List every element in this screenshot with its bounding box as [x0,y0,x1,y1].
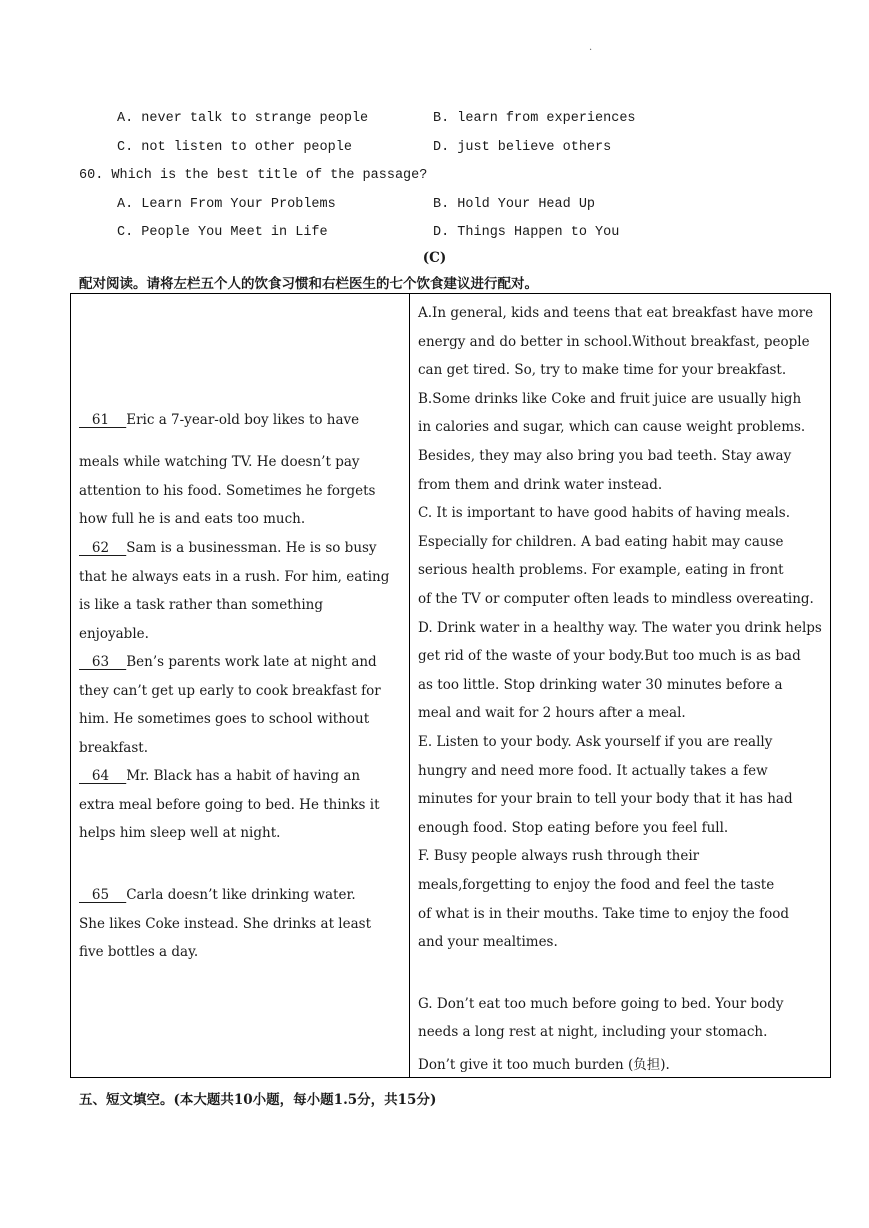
advice-line: minutes for your brain to tell your body that it has had [418,791,793,808]
table-divider [409,294,410,1077]
advice-line: Don’t give it too much burden (负担). [418,1057,670,1073]
header-mark: . [589,42,593,53]
advice-line: hungry and need more food. It actually takes a few [418,762,768,779]
answer-blank[interactable]: 63 [79,654,127,670]
item-text-line: him. He sometimes goes to school without [79,711,370,728]
item-text: Sam is a businessman. He is so busy [126,540,377,556]
answer-blank[interactable]: 61 [79,412,127,428]
advice-line: D. Drink water in a healthy way. The water you drink helps [418,619,822,636]
advice-line: get rid of the waste of your body.But too much is as bad [418,648,801,665]
matching-item-62 [79,540,377,556]
advice-line: meals,forgetting to enjoy the food and feel the taste [418,877,775,893]
matching-item-64 [79,768,360,784]
q59-option-b: B. learn from experiences [433,111,636,126]
q59-option-a: A. never talk to strange people [117,111,369,126]
matching-item-61 [79,412,359,428]
advice-line: enough food. Stop eating before you feel full. [418,819,729,836]
q60-stem: 60. Which is the best title of the passage? [79,168,428,183]
q60-option-a: A. Learn From Your Problems [117,197,336,212]
item-text-line: that he always eats in a rush. For him, eating [79,568,390,585]
advice-line: needs a long rest at night, including your stomach. [418,1024,768,1041]
item-text-line: how full he is and eats too much. [79,511,306,528]
advice-line: E. Listen to your body. Ask yourself if you are really [418,734,773,750]
item-text-line: meals while watching TV. He doesn’t pay [79,454,360,470]
advice-line: C. It is important to have good habits of having meals. [418,505,791,522]
item-text: Ben’s parents work late at night and [126,654,377,670]
matching-table [70,293,831,1078]
item-text-line: attention to his food. Sometimes he forgets [79,482,376,499]
item-text-line: enjoyable. [79,625,149,642]
advice-line: and your mealtimes. [418,934,558,951]
item-text: Eric a 7-year-old boy likes to have [126,412,360,428]
advice-line: in calories and sugar, which can cause weight problems. [418,419,806,436]
advice-line: B.Some drinks like Coke and fruit juice are usually high [418,390,802,407]
section-c-instructions: 配对阅读。请将左栏五个人的饮食习惯和右栏医生的七个饮食建议进行配对。 [79,276,538,292]
advice-line: of what is in their mouths. Take time to enjoy the food [418,905,790,922]
advice-line: F. Busy people always rush through their [418,848,700,865]
answer-blank[interactable]: 62 [79,540,127,556]
advice-line: from them and drink water instead. [418,476,663,493]
item-text-line: they can’t get up early to cook breakfast for [79,682,381,699]
advice-line: of the TV or computer often leads to mindless overeating. [418,591,814,607]
advice-line: Especially for children. A bad eating habit may cause [418,533,784,550]
matching-item-65 [79,887,356,903]
advice-line: G. Don’t eat too much before going to bed. Your body [418,995,784,1012]
answer-blank[interactable]: 64 [79,768,127,784]
item-text-line: five bottles a day. [79,944,199,961]
item-text: Carla doesn’t like drinking water. [126,887,356,903]
q59-option-c: C. not listen to other people [117,140,352,155]
item-text: Mr. Black has a habit of having an [126,768,361,784]
q59-option-d: D. just believe others [433,140,612,155]
matching-item-63 [79,654,377,670]
section-c-label: (C) [422,250,447,266]
item-text-line: is like a task rather than something [79,597,323,614]
advice-line: Besides, they may also bring you bad teeth. Stay away [418,448,792,464]
item-text-line: breakfast. [79,739,149,756]
q60-option-b: B. Hold Your Head Up [433,197,596,212]
section-5-heading: 五、短文填空。(本大题共10小题，每小题1.5分，共15分) [79,1092,437,1108]
advice-line: A.In general, kids and teens that eat breakfast have more [418,305,814,321]
advice-line: as too little. Stop drinking water 30 minutes before a [418,676,783,693]
q60-option-c: C. People You Meet in Life [117,225,328,240]
item-text-line: helps him sleep well at night. [79,825,281,842]
advice-line: can get tired. So, try to make time for your breakfast. [418,362,787,379]
item-text-line: She likes Coke instead. She drinks at least [79,915,371,932]
advice-line: meal and wait for 2 hours after a meal. [418,705,686,722]
q60-option-d: D. Things Happen to You [433,225,620,240]
advice-line: serious health problems. For example, eating in front [418,562,784,579]
answer-blank[interactable]: 65 [79,887,127,903]
advice-line: energy and do better in school.Without breakfast, people [418,333,810,350]
item-text-line: extra meal before going to bed. He thinks it [79,796,380,813]
